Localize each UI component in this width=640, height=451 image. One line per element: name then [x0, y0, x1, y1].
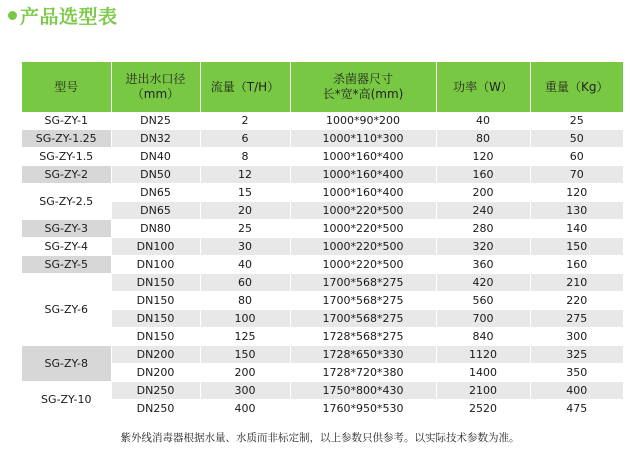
model-cell: SG-ZY-10 — [22, 382, 111, 418]
page-title: 产品选型表 — [20, 5, 118, 28]
table-row — [22, 148, 623, 166]
table-row — [22, 346, 623, 364]
weight-cell: 130 — [530, 202, 623, 220]
weight-cell: 150 — [530, 238, 623, 256]
power-cell: 280 — [436, 220, 530, 238]
flow-cell: 2 — [200, 112, 290, 130]
dimensions-cell: 1000*220*500 — [290, 202, 436, 220]
table-row — [22, 130, 623, 148]
dimensions-cell: 1700*568*275 — [290, 292, 436, 310]
power-cell: 420 — [436, 274, 530, 292]
power-cell: 560 — [436, 292, 530, 310]
weight-cell: 350 — [530, 364, 623, 382]
dimensions-cell: 1700*568*275 — [290, 310, 436, 328]
table-row — [22, 292, 623, 310]
model-cell: SG-ZY-5 — [22, 256, 111, 274]
header-dimensions: 杀菌器尺寸 长*宽*高(mm) — [290, 62, 436, 112]
power-cell: 2100 — [436, 382, 530, 400]
table-row — [22, 274, 623, 292]
flow-cell: 12 — [200, 166, 290, 184]
flow-cell: 125 — [200, 328, 290, 346]
flow-cell: 300 — [200, 382, 290, 400]
table-row — [22, 220, 623, 238]
selection-table-container — [22, 62, 623, 418]
table-row — [22, 400, 623, 418]
power-cell: 320 — [436, 238, 530, 256]
weight-cell: 60 — [530, 148, 623, 166]
pipe-size-cell: DN100 — [111, 238, 200, 256]
power-cell: 80 — [436, 130, 530, 148]
flow-cell: 15 — [200, 184, 290, 202]
dimensions-cell: 1728*720*380 — [290, 364, 436, 382]
pipe-size-cell: DN50 — [111, 166, 200, 184]
table-row — [22, 382, 623, 400]
selection-table — [22, 62, 623, 418]
weight-cell: 120 — [530, 184, 623, 202]
header-flow: 流量（T/H） — [200, 62, 290, 112]
pipe-size-cell: DN150 — [111, 274, 200, 292]
pipe-size-cell: DN40 — [111, 148, 200, 166]
power-cell: 360 — [436, 256, 530, 274]
flow-cell: 6 — [200, 130, 290, 148]
weight-cell: 220 — [530, 292, 623, 310]
model-cell: SG-ZY-6 — [22, 274, 111, 346]
header-power: 功率（W） — [436, 62, 530, 112]
pipe-size-cell: DN65 — [111, 202, 200, 220]
flow-cell: 150 — [200, 346, 290, 364]
pipe-size-cell: DN80 — [111, 220, 200, 238]
weight-cell: 475 — [530, 400, 623, 418]
table-row — [22, 364, 623, 382]
dimensions-cell: 1728*568*275 — [290, 328, 436, 346]
dimensions-cell: 1760*950*530 — [290, 400, 436, 418]
flow-cell: 200 — [200, 364, 290, 382]
weight-cell: 140 — [530, 220, 623, 238]
flow-cell: 20 — [200, 202, 290, 220]
dimensions-cell: 1000*220*500 — [290, 238, 436, 256]
model-cell: SG-ZY-2.5 — [22, 184, 111, 220]
model-cell: SG-ZY-4 — [22, 238, 111, 256]
table-row — [22, 166, 623, 184]
bullet-dot-icon — [8, 11, 17, 20]
weight-cell: 25 — [530, 112, 623, 130]
model-cell: SG-ZY-1.5 — [22, 148, 111, 166]
power-cell: 840 — [436, 328, 530, 346]
table-row — [22, 112, 623, 130]
table-row — [22, 256, 623, 274]
weight-cell: 275 — [530, 310, 623, 328]
power-cell: 1400 — [436, 364, 530, 382]
header-weight: 重量（Kg） — [530, 62, 623, 112]
power-cell: 40 — [436, 112, 530, 130]
model-cell: SG-ZY-3 — [22, 220, 111, 238]
dimensions-cell: 1000*220*500 — [290, 220, 436, 238]
weight-cell: 325 — [530, 346, 623, 364]
model-cell: SG-ZY-2 — [22, 166, 111, 184]
pipe-size-cell: DN250 — [111, 382, 200, 400]
flow-cell: 400 — [200, 400, 290, 418]
weight-cell: 210 — [530, 274, 623, 292]
dimensions-cell: 1700*568*275 — [290, 274, 436, 292]
flow-cell: 80 — [200, 292, 290, 310]
power-cell: 1120 — [436, 346, 530, 364]
flow-cell: 40 — [200, 256, 290, 274]
table-row — [22, 184, 623, 202]
table-row — [22, 202, 623, 220]
weight-cell: 70 — [530, 166, 623, 184]
weight-cell: 50 — [530, 130, 623, 148]
power-cell: 120 — [436, 148, 530, 166]
dimensions-cell: 1750*800*430 — [290, 382, 436, 400]
pipe-size-cell: DN150 — [111, 292, 200, 310]
power-cell: 2520 — [436, 400, 530, 418]
pipe-size-cell: DN250 — [111, 400, 200, 418]
pipe-size-cell: DN25 — [111, 112, 200, 130]
flow-cell: 8 — [200, 148, 290, 166]
pipe-size-cell: DN100 — [111, 256, 200, 274]
dimensions-cell: 1000*110*300 — [290, 130, 436, 148]
pipe-size-cell: DN150 — [111, 328, 200, 346]
table-row — [22, 310, 623, 328]
dimensions-cell: 1000*220*500 — [290, 256, 436, 274]
dimensions-cell: 1000*160*400 — [290, 166, 436, 184]
flow-cell: 25 — [200, 220, 290, 238]
power-cell: 240 — [436, 202, 530, 220]
table-row — [22, 238, 623, 256]
model-cell: SG-ZY-8 — [22, 346, 111, 382]
pipe-size-cell: DN150 — [111, 310, 200, 328]
weight-cell: 400 — [530, 382, 623, 400]
pipe-size-cell: DN65 — [111, 184, 200, 202]
page-heading — [8, 3, 118, 27]
table-header-row — [22, 62, 623, 112]
power-cell: 160 — [436, 166, 530, 184]
weight-cell: 300 — [530, 328, 623, 346]
flow-cell: 30 — [200, 238, 290, 256]
dimensions-cell: 1000*160*400 — [290, 148, 436, 166]
pipe-size-cell: DN200 — [111, 346, 200, 364]
dimensions-cell: 1000*160*400 — [290, 184, 436, 202]
pipe-size-cell: DN200 — [111, 364, 200, 382]
header-model: 型号 — [22, 62, 111, 112]
model-cell: SG-ZY-1 — [22, 112, 111, 130]
footnote: 紫外线消毒器根据水量、水质而非标定制，以上参数只供参考。以实际技术参数为准。 — [120, 432, 520, 444]
weight-cell: 160 — [530, 256, 623, 274]
power-cell: 200 — [436, 184, 530, 202]
pipe-size-cell: DN32 — [111, 130, 200, 148]
table-row — [22, 328, 623, 346]
dimensions-cell: 1000*90*200 — [290, 112, 436, 130]
dimensions-cell: 1728*650*330 — [290, 346, 436, 364]
power-cell: 700 — [436, 310, 530, 328]
flow-cell: 60 — [200, 274, 290, 292]
table-body — [22, 112, 623, 418]
header-pipe-size: 进出水口径 （mm） — [111, 62, 200, 112]
flow-cell: 100 — [200, 310, 290, 328]
model-cell: SG-ZY-1.25 — [22, 130, 111, 148]
